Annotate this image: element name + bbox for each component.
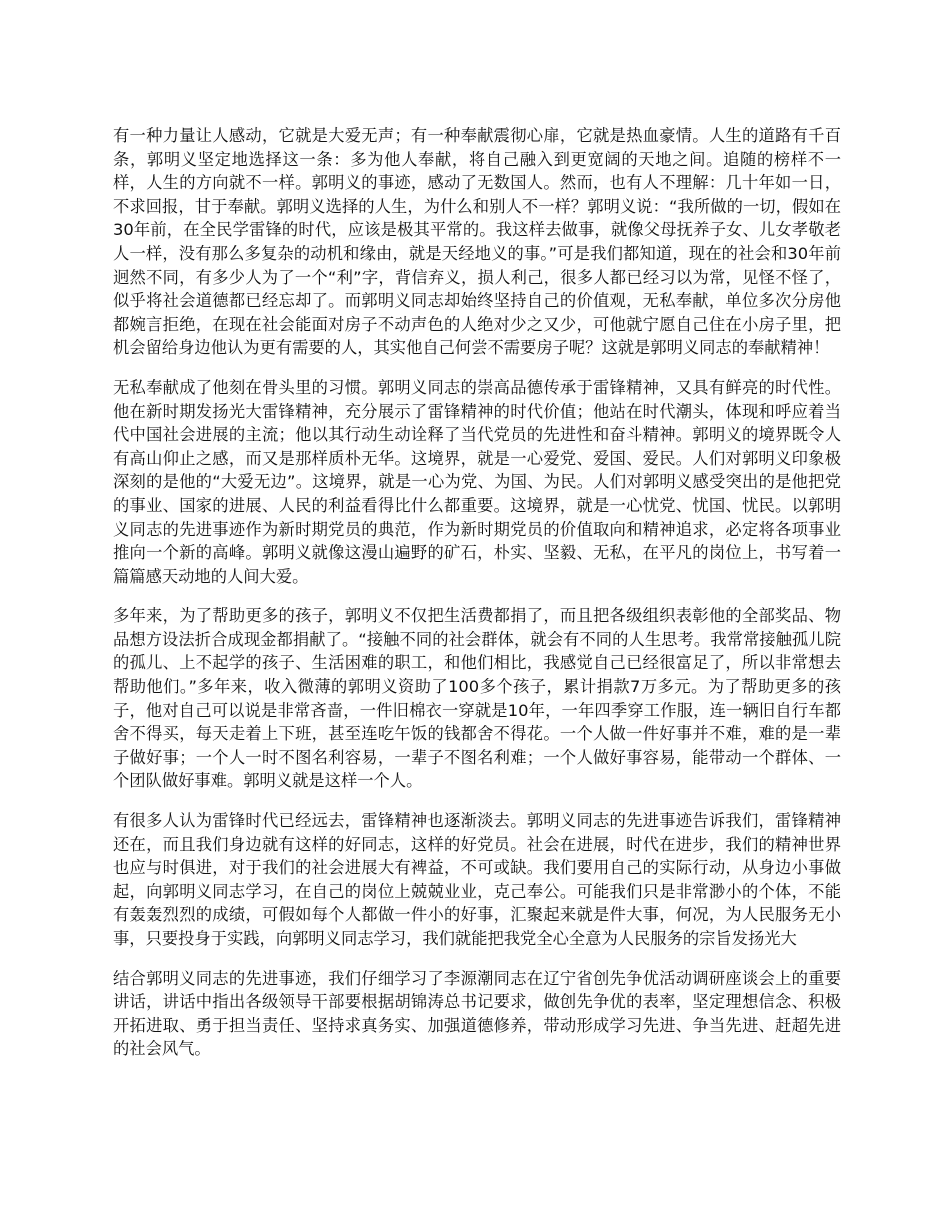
paragraph-4: 有很多人认为雷锋时代已经远去，雷锋精神也逐渐淡去。郭明义同志的先进事迹告诉我们，雷锋精神还在，而且我们身边就有这样的好同志，这样的好党员。社会在进展，时代在进步，我们的精神世界也应与时俱进，对于我们的社会进展大有裨益，不可或缺。我们要用自己的实际行动，从身边小事做起，向郭明义同志学习，在自己的岗位上兢兢业业，克己奉公。可能我们只是非常渺小的个体，不能有轰轰烈烈的成绩，可假如每个人都做一件小的好事，汇聚起来就是件大事，何况，为人民服务无小事，只要投身于实践，向郭明义同志学习，我们就能把我党全心全意为人民服务的宗旨发扬光大	[113, 811, 841, 948]
paragraph-3: 多年来，为了帮助更多的孩子，郭明义不仅把生活费都捐了，而且把各级组织表彰他的全部奖品、物品想方设法折合成现金都捐献了。“接触不同的社会群体，就会有不同的人生思考。我常常接触孤儿院的孤儿、上不起学的孩子、生活困难的职工，和他们相比，我感觉自己已经很富足了，所以非常想去帮助他们。”多年来，收入微薄的郭明义资助了100多个孩子，累计捐款7万多元。为了帮助更多的孩子，他对自己可以说是非常吝啬，一件旧棉衣一穿就是10年，一年四季穿工作服，连一辆旧自行车都舍不得买，每天走着上下班，甚至连吃午饭的钱都舍不得花。一个人做一件好事并不难，难的是一辈子做好事；一个人一时不图名利容易，一辈子不图名利难；一个人做好事容易，能带动一个群体、一个团队做好事难。郭明义就是这样一个人。	[113, 606, 841, 791]
document-body	[113, 124, 841, 1077]
paragraph-1: 有一种力量让人感动，它就是大爱无声；有一种奉献震彻心扉，它就是热血豪情。人生的道路有千百条，郭明义坚定地选择这一条：多为他人奉献，将自己融入到更宽阔的天地之间。追随的榜样不一样，人生的方向就不一样。郭明义的事迹，感动了无数国人。然而，也有人不理解：几十年如一日，不求回报，甘于奉献。郭明义选择的人生，为什么和别人不一样？郭明义说：“我所做的一切，假如在30年前，在全民学雷锋的时代，应该是极其平常的。我这样去做事，就像父母抚养子女、儿女孝敬老人一样，没有那么多复杂的动机和缘由，就是天经地义的事。”可是我们都知道，现在的社会和30年前迥然不同，有多少人为了一个“利”字，背信弃义，损人利己，很多人都已经习以为常，见怪不怪了，似乎将社会道德都已经忘却了。而郭明义同志却始终坚持自己的价值观，无私奉献，单位多次分房他都婉言拒绝，在现在社会能面对房子不动声色的人绝对少之又少，可他就宁愿自己住在小房子里，把机会留给身边他认为更有需要的人，其实他自己何尝不需要房子呢？这就是郭明义同志的奉献精神！	[113, 126, 841, 358]
paragraph-2: 无私奉献成了他刻在骨头里的习惯。郭明义同志的崇高品德传承于雷锋精神，又具有鲜亮的时代性。他在新时期发扬光大雷锋精神，充分展示了雷锋精神的时代价值；他站在时代潮头，体现和呼应着当代中国社会进展的主流；他以其行动生动诠释了当代党员的先进性和奋斗精神。郭明义的境界既令人有高山仰止之感，而又是那样质朴无华。这境界，就是一心爱党、爱国、爱民。人们对郭明义印象极深刻的是他的“大爱无边”。这境界，就是一心为党、为国、为民。人们对郭明义感受突出的是他把党的事业、国家的进展、人民的利益看得比什么都重要。这境界，就是一心忧党、忧国、忧民。以郭明义同志的先进事迹作为新时期党员的典范，作为新时期党员的价值取向和精神追求，必定将各项事业推向一个新的高峰。郭明义就像这漫山遍野的矿石，朴实、坚毅、无私，在平凡的岗位上，书写着一篇篇感天动地的人间大爱。	[113, 377, 841, 586]
paragraph-5: 结合郭明义同志的先进事迹，我们仔细学习了李源潮同志在辽宁省创先争优活动调研座谈会上的重要讲话，讲话中指出各级领导干部要根据胡锦涛总书记要求，做创先争优的表率，坚定理想信念、积极开拓进取、勇于担当责任、坚持求真务实、加强道德修养，带动形成学习先进、争当先进、赶超先进的社会风气。	[113, 968, 841, 1059]
